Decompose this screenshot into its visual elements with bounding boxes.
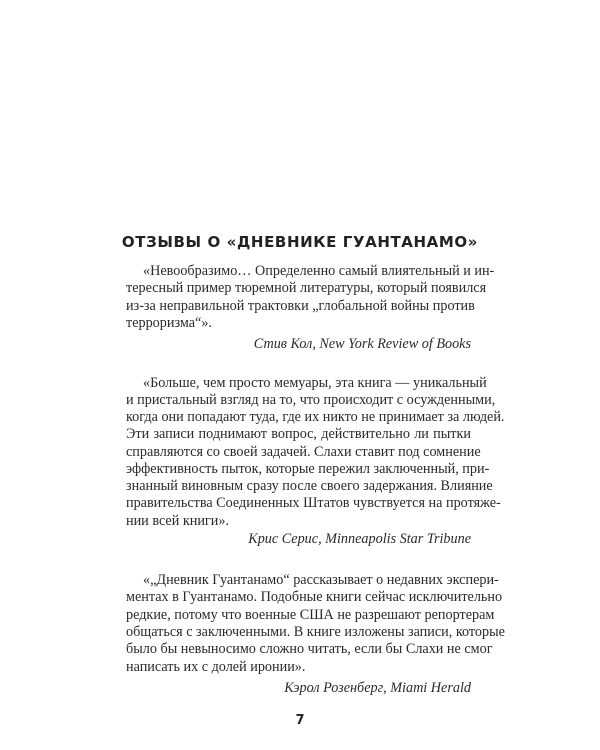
- review-text-line: тересный пример тюремной литературы, который появился: [126, 280, 487, 296]
- review-text-line: «„Дневник Гуантанамо“ рассказывает о недавних экспери-: [143, 572, 499, 588]
- review-text-line: и пристальный взгляд на то, что происходит с осужденными,: [126, 392, 496, 408]
- review-text-line: когда они попадают туда, где их никто не принимает за людей.: [126, 409, 505, 425]
- review-text-line: редкие, потому что военные США не разрешают репортерам: [126, 607, 495, 623]
- review-text-line: Эти записи поднимают вопрос, действительно ли пытки: [126, 426, 471, 442]
- review-text-line: терроризма“».: [126, 315, 212, 331]
- review-text-line: справляются со своей задачей. Слахи ставит под сомнение: [126, 444, 481, 460]
- page-title: ОТЗЫВЫ О «ДНЕВНИКЕ ГУАНТАНАМО»: [121, 233, 479, 251]
- review-text-line: «Невообразимо… Определенно самый влиятельный и ин-: [143, 263, 495, 279]
- review-text-line: было бы невыносимо сложно читать, если бы Слахи не смог: [126, 641, 493, 657]
- review-author: Кэрол Розенберг, Miami Herald: [284, 680, 471, 696]
- review-text-line: «Больше, чем просто мемуары, эта книга — уникальный: [143, 375, 487, 391]
- review-text-line: из-за неправильной трактовки „глобальной войны против: [126, 298, 475, 314]
- review-text-line: написать их с долей иронии».: [126, 659, 306, 675]
- page-number: 7: [295, 713, 305, 728]
- review-text-line: правительства Соединенных Штатов чувствуется на протяже-: [126, 495, 501, 511]
- review-author: Крис Серис, Minneapolis Star Tribune: [248, 531, 471, 547]
- review-author: Стив Кол, New York Review of Books: [253, 336, 471, 352]
- review-text-line: эффективность пыток, которые пережил заключенный, при-: [126, 461, 490, 477]
- review-text-line: знанный виновным сразу после своего задержания. Влияние: [126, 478, 493, 494]
- review-text-line: ментах в Гуантанамо. Подобные книги сейчас исключительно: [126, 589, 503, 605]
- review-text-line: общаться с заключенными. В книге изложены записи, которые: [126, 624, 505, 640]
- review-text-line: нии всей книги».: [126, 513, 229, 529]
